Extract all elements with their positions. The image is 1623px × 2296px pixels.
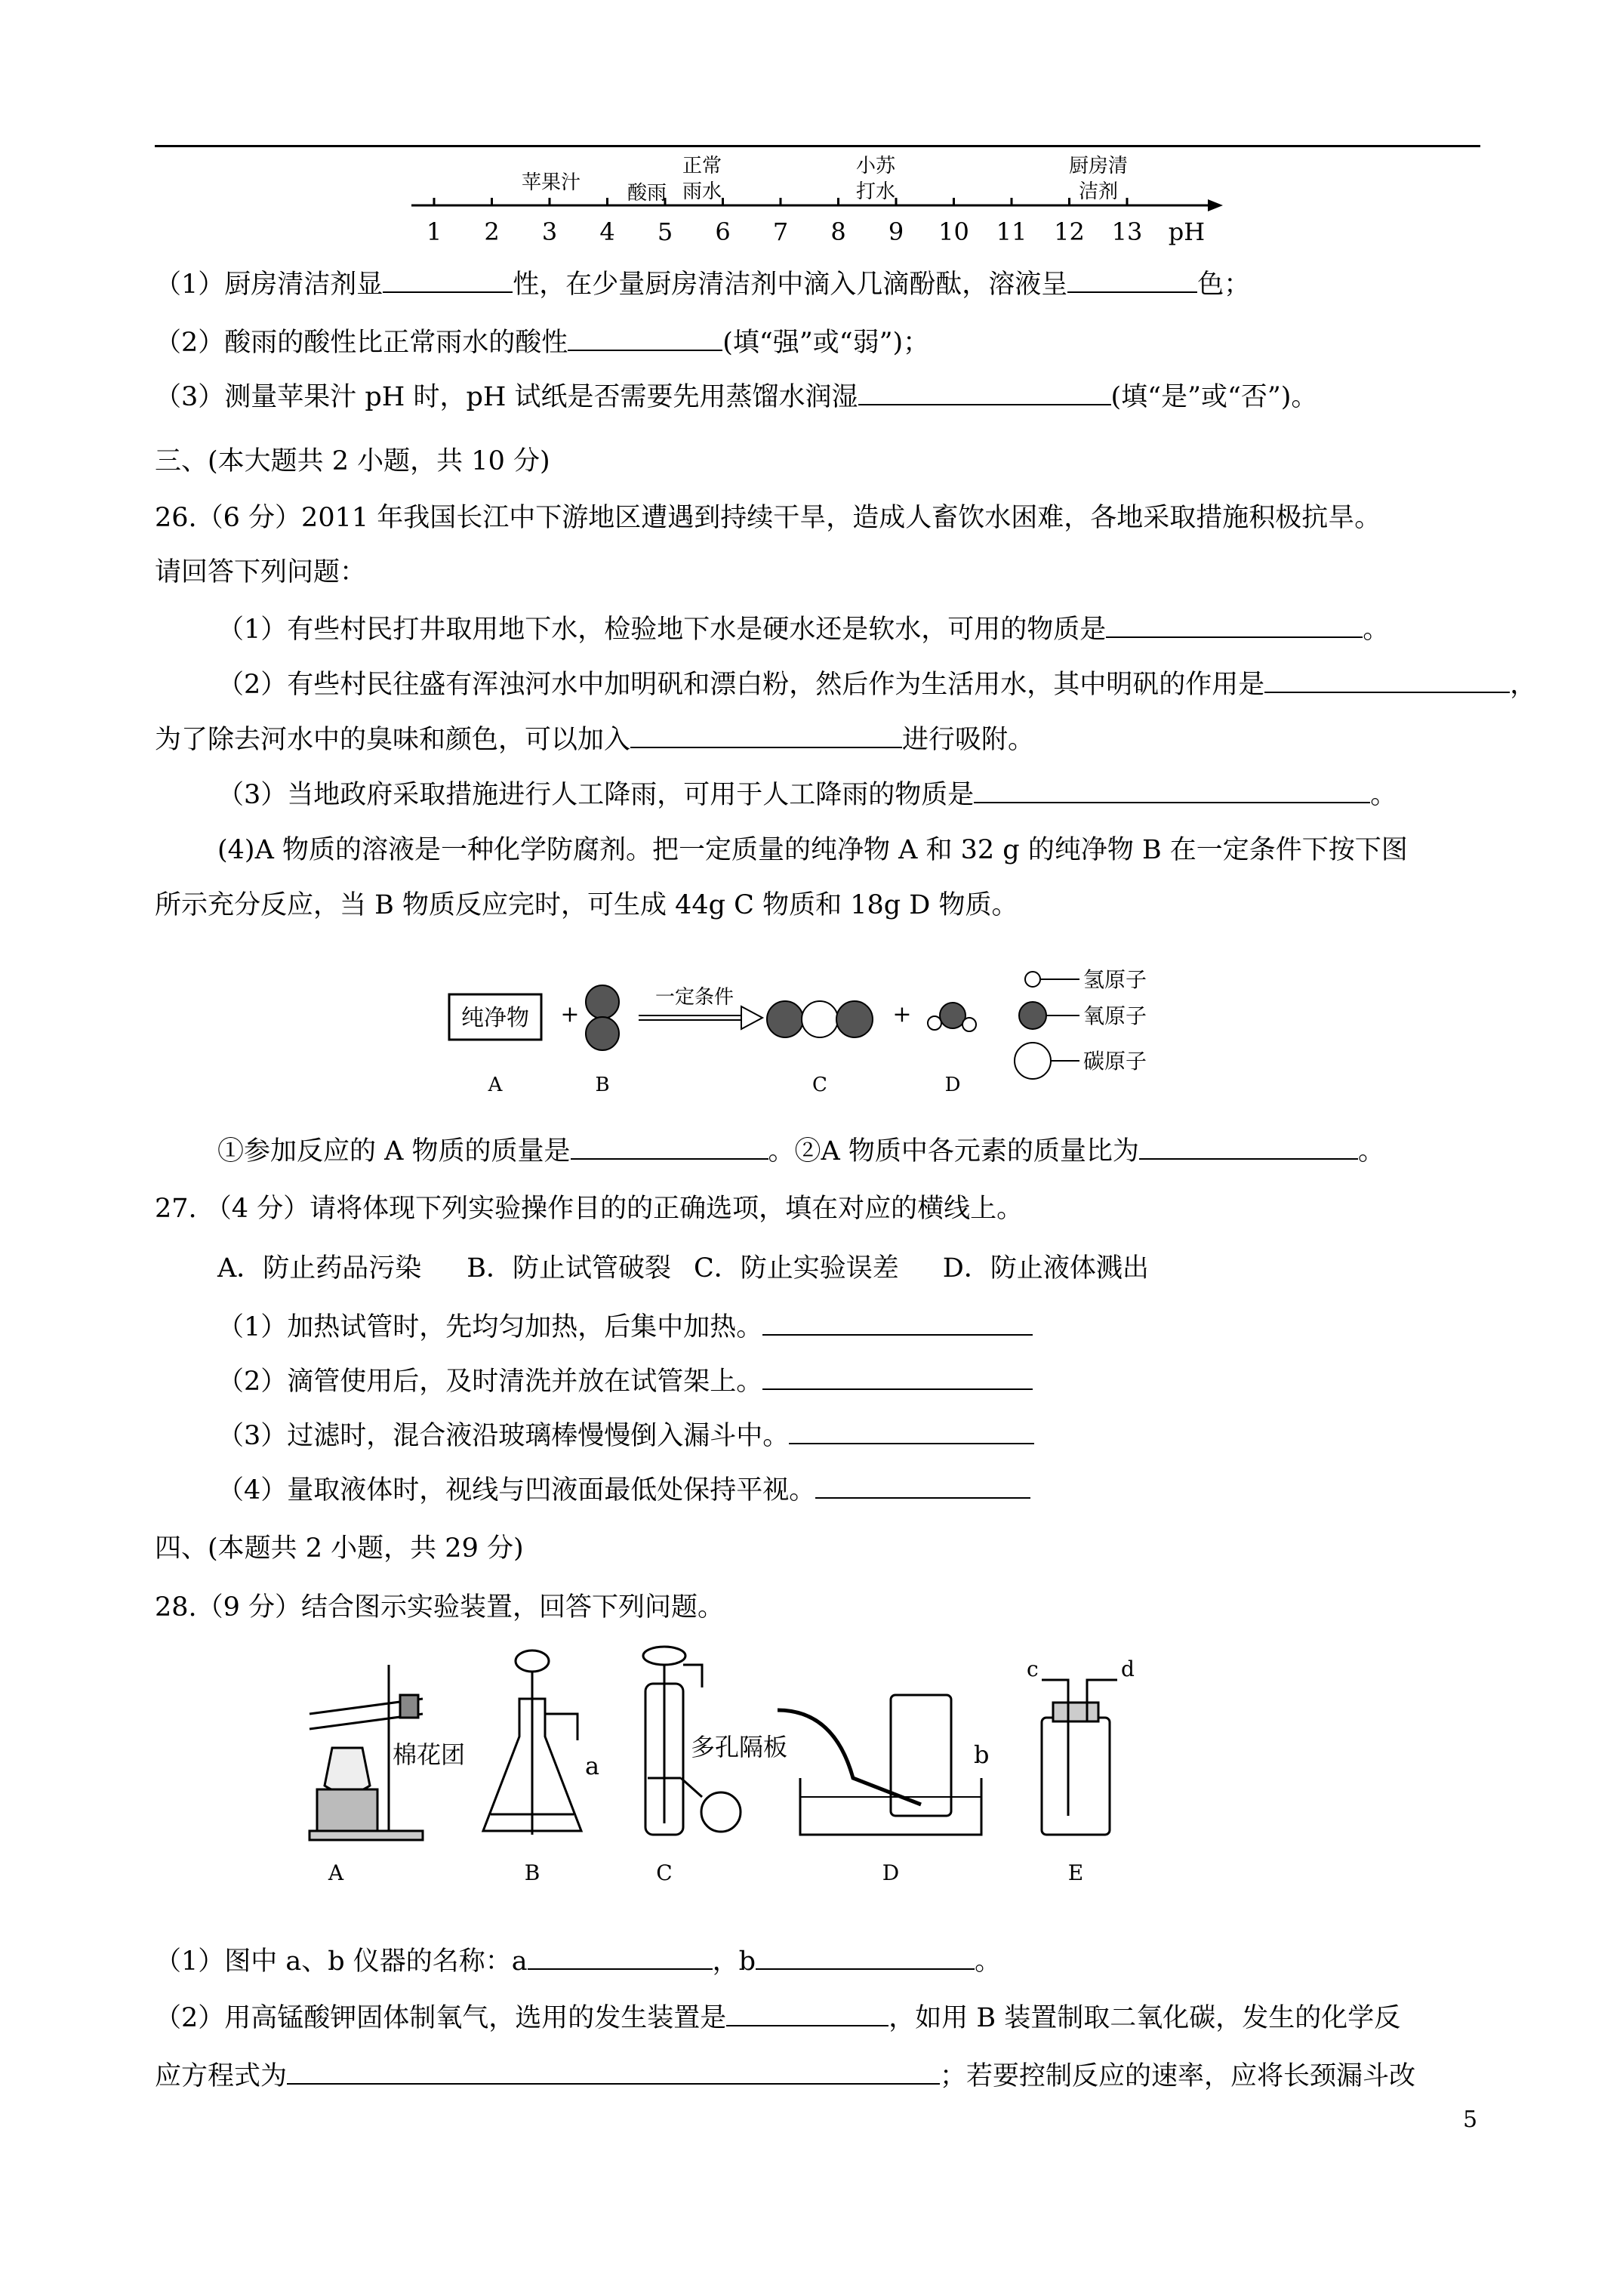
ph-tick-label: 8 [830,217,846,246]
apparatus-label-e: E [1067,1860,1084,1885]
apparatus-figure [279,1642,1223,1891]
option-a: A．防止药品污染 [217,1253,422,1284]
q27-intro: 27. （4 分）请将体现下列实验操作目的的正确选项，填在对应的横线上。 [155,1194,1024,1224]
ph-tick-label: 10 [938,217,969,246]
q27-options [217,1251,1149,1286]
ph-tick-label: 1 [426,217,442,246]
apparatus-e [1042,1680,1117,1835]
porous-plate-label: 多孔隔板 [691,1733,788,1761]
answer-blank[interactable] [858,378,1111,405]
q28-part2: （2）用高锰酸钾固体制氧气，选用的发生装置是 ，如用 B 装置制取二氧化碳，发生的化学反 [155,1999,1400,2036]
apparatus-b [483,1650,581,1835]
q26-part3: （3）当地政府采取措施进行人工降雨，可用于人工降雨的物质是 。 [217,776,1397,812]
ph-tick-label: 13 [1111,217,1143,246]
ph-label-normal-rain-1: 正常 [682,155,722,177]
ph-tick-label: 9 [888,217,904,246]
ph-label-kitchen-2: 洁剂 [1078,180,1119,203]
ph-tick-label: 4 [599,217,615,246]
label-a: a [585,1752,600,1780]
q26-part2: （2）有些村民往盛有浑浊河水中加明矾和漂白粉，然后作为生活用水，其中明矾的作用是 ， [217,666,1536,702]
pure-substance-label: 纯净物 [461,1005,529,1031]
ph-label-soda-1: 小苏 [855,155,896,177]
ph-tick-label: 5 [657,217,673,246]
label-c: c [1027,1657,1039,1681]
q25-part3: （3）测量苹果汁 pH 时，pH 试纸是否需要先用蒸馏水润湿 (填“是”或“否”)。 [155,378,1317,415]
legend-hydrogen: 氢原子 [1083,967,1147,992]
ph-tick-label: 11 [996,217,1027,246]
answer-blank[interactable] [974,776,1370,803]
q27-part4: （4）量取液体时，视线与凹液面最低处保持平视。 [217,1472,1030,1508]
ph-label-kitchen-1: 厨房清 [1068,155,1129,177]
answer-blank[interactable] [287,2057,940,2085]
answer-blank[interactable] [1264,666,1510,693]
answer-blank[interactable] [1106,611,1363,638]
option-c: C．防止实验误差 [694,1253,899,1284]
reaction-diagram [445,955,1185,1106]
legend-carbon: 碳原子 [1083,1049,1147,1074]
diagram-label-d: D [944,1074,961,1096]
answer-blank[interactable] [1139,1133,1358,1160]
q28-part2-cont: 应方程式为 ；若要控制反应的速率，应将长颈漏斗改 [155,2057,1415,2094]
ph-tick-label: 3 [541,217,558,246]
ph-label-soda-2: 打水 [855,180,896,203]
option-d: D．防止液体溅出 [942,1253,1149,1284]
label-d: d [1121,1657,1135,1681]
ph-label-acid-rain: 酸雨 [627,182,667,205]
section-3-heading: 三、(本大题共 2 小题，共 10 分) [155,446,550,476]
answer-blank[interactable] [789,1417,1034,1444]
diagram-label-b: B [595,1074,610,1096]
q25-part2: （2）酸雨的酸性比正常雨水的酸性 (填“强”或“弱”)； [155,324,929,360]
q26-part4-2: 所示充分反应，当 B 物质反应完时，可生成 44g C 物质和 18g D 物质。 [155,890,1018,920]
header-rule [155,145,1480,147]
q26-intro-2: 请回答下列问题： [155,557,367,587]
answer-blank[interactable] [571,1133,768,1160]
q27-part1: （1）加热试管时，先均匀加热，后集中加热。 [217,1308,1033,1345]
answer-blank[interactable] [630,721,902,748]
q28-intro: 28.（9 分）结合图示实验装置，回答下列问题。 [155,1592,725,1623]
answer-blank[interactable] [383,266,513,293]
answer-blank[interactable] [756,1943,975,1970]
q26-intro-1: 26.（6 分）2011 年我国长江中下游地区遭遇到持续干旱，造成人畜饮水困难，各地采取措施积极抗旱。 [155,503,1381,533]
answer-blank[interactable] [762,1308,1033,1336]
apparatus-d [778,1695,981,1835]
legend-oxygen: 氧原子 [1083,1003,1147,1028]
ph-scale-figure [393,151,1238,257]
apparatus-label-b: B [524,1860,540,1885]
answer-blank[interactable] [1067,266,1197,293]
apparatus-label-a: A [328,1860,344,1885]
answer-blank[interactable] [726,1999,888,2026]
ph-tick-label: 6 [715,217,731,246]
plus-sign-1: + [560,1001,580,1028]
diagram-label-a: A [488,1074,503,1096]
section-4-heading: 四、(本题共 2 小题，共 29 分) [155,1533,524,1564]
apparatus-label-c: C [656,1860,673,1885]
ph-label-apple: 苹果汁 [521,171,581,194]
ph-unit: pH [1168,217,1206,246]
answer-blank[interactable] [568,324,722,351]
q26-part1: （1）有些村民打井取用地下水，检验地下水是硬水还是软水，可用的物质是 。 [217,611,1389,647]
ph-tick-label: 12 [1054,217,1085,246]
ph-tick-label: 2 [484,217,500,246]
ph-tick-label: 7 [772,217,789,246]
q26-subquestions: ①参加反应的 A 物质的质量是 。②A 物质中各元素的质量比为 。 [217,1133,1384,1169]
q26-part2-cont: 为了除去河水中的臭味和颜色，可以加入 进行吸附。 [155,721,1034,757]
label-b: b [974,1740,990,1769]
plus-sign-2: + [892,1001,912,1028]
apparatus-label-d: D [882,1860,900,1885]
arrow-icon [741,1006,762,1029]
cotton-label: 棉花团 [393,1740,466,1769]
page-number: 5 [1463,2106,1478,2133]
q25-part1: （1）厨房清洁剂显 性，在少量厨房清洁剂中滴入几滴酚酞，溶液呈 色； [155,266,1250,302]
option-b: B．防止试管破裂 [467,1253,672,1284]
reaction-condition: 一定条件 [654,986,735,1009]
answer-blank[interactable] [762,1363,1033,1390]
ph-label-normal-rain-2: 雨水 [682,180,722,203]
q28-part1: （1）图中 a、b 仪器的名称：a ，b 。 [155,1943,1001,1979]
q27-part3: （3）过滤时，混合液沿玻璃棒慢慢倒入漏斗中。 [217,1417,1034,1453]
q26-part4-1: (4)A 物质的溶液是一种化学防腐剂。把一定质量的纯净物 A 和 32 g 的纯净物 B 在一定条件下按下图 [217,835,1408,865]
answer-blank[interactable] [815,1472,1030,1499]
diagram-label-c: C [812,1074,827,1096]
q27-part2: （2）滴管使用后，及时清洗并放在试管架上。 [217,1363,1033,1399]
answer-blank[interactable] [528,1943,713,1970]
